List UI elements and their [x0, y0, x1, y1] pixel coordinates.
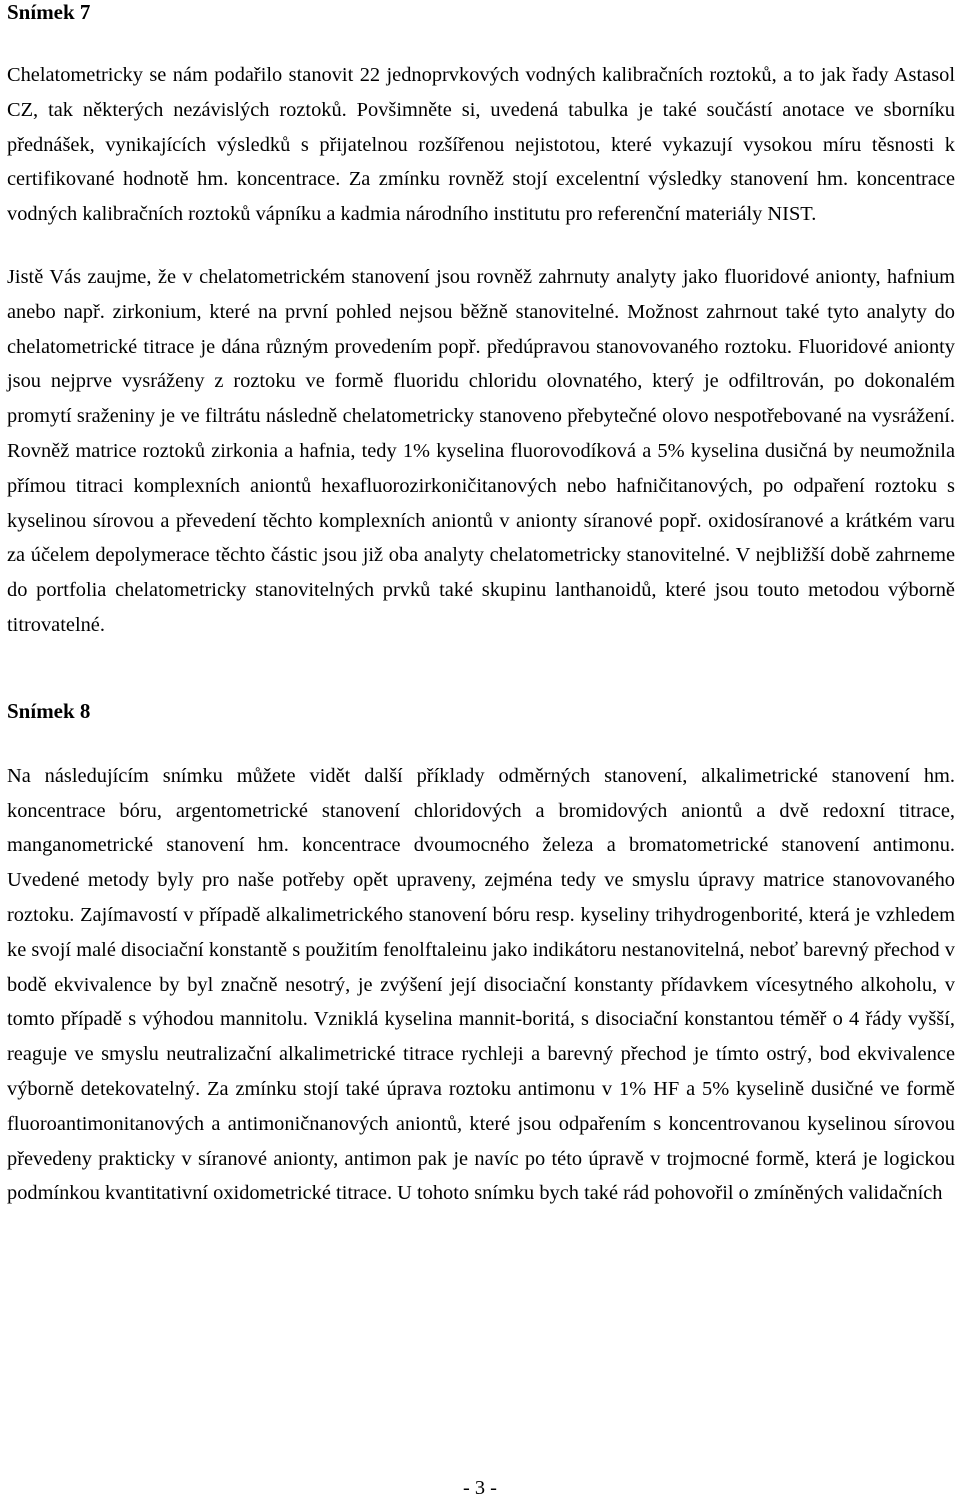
section-heading-snimek-8: Snímek 8 — [7, 698, 91, 723]
paragraph-snimek-8-1: Na následujícím snímku můžete vidět další příklady odměrných stanovení, alkalimetrické stanovení hm. koncentrace bóru, argentometrické stanovení chloridových a bromidových aniontů a dvě redoxní titrace, manganometrické stanovení hm. koncentrace dvoumocného železa a bromatometrické stanovení antimonu. Uvedené metody byly pro naše potřeby opět upraveny, zejména tedy ve smyslu úpravy matrice stanovovaného roztoku. Zajímavostí v případě alkalimetrického stanovení bóru resp. kyseliny trihydrogenborité, která je vzhledem ke svojí malé disociační konstantě s použitím fenolftaleinu jako indikátoru nestanovitelná, neboť barevný přechod v bodě ekvivalence by byl značně nesotrý, je zvýšení její disociační konstanty přídavkem vícesytného alkoholu, v tomto případě s výhodou mannitolu. Vzniklá kyselina mannit-boritá, s disociační konstantou téměř o 4 řády vyšší, reaguje ve smyslu neutralizační alkalimetrické titrace rychleji a barevný přechod je tímto ostrý, bod ekvivalence výborně detekovatelný. Za zmínku stojí také úprava roztoku antimonu v 1% HF a 5% kyselině dusičné ve formě fluoroantimonitanových a antimoničnanových aniontů, které jsou odpařením s koncentrovanou kyselinou sírovou převedeny prakticky v síranové anionty, antimon pak je navíc po této úpravě v trojmocné formě, která je logickou podmínkou kvantitativní oxidometrické titrace. U tohoto snímku bych také rád pohovořil o zmíněných validačních — [7, 764, 955, 1205]
section-heading-snimek-7: Snímek 7 — [7, 0, 91, 24]
page-number: - 3 - — [463, 1477, 497, 1499]
paragraph-snimek-7-2: Jistě Vás zaujme, že v chelatometrickém stanovení jsou rovněž zahrnuty analyty jako fluoridové anionty, hafnium anebo např. zirkonium, které na první pohled nejsou běžně stanovitelné. Možnost zahrnout také tyto analyty do chelatometrické titrace je dána různým provedením popř. předúpravou stanovovaného roztoku. Fluoridové anionty jsou nejprve vysráženy z roztoku ve formě fluoridu chloridu olovnatého, který je odfiltrován, po dokonalém promytí sraženiny je ve filtrátu následně chelatometricky stanoveno přebytečné olovo nespotřebované na vysrážení. Rovněž matrice roztoků zirkonia a hafnia, tedy 1% kyselina fluorovodíková a 5% kyselina dusičná by neumožnila přímou titraci komplexních aniontů hexafluorozirkoničitanových nebo hafničitanových, po odpaření roztoku s kyselinou sírovou a převedení těchto komplexních aniontů v anionty síranové popř. oxidosíranové a krátkém varu za účelem depolymerace těchto částic jsou již oba analyty chelatometricky stanovitelné. V nejbližší době zahrneme do portfolia chelatometricky stanovitelných prvků také skupinu lanthanoidů, které jsou touto metodou výborně titrovatelné. — [7, 265, 955, 636]
document-page — [7, 0, 955, 1211]
paragraph-snimek-7-1: Chelatometricky se nám podařilo stanovit 22 jednoprvkových vodných kalibračních roztoků, a to jak řady Astasol CZ, tak některých nezávislých roztoků. Povšimněte si, uvedená tabulka je také součástí anotace ve sborníku přednášek, vynikajících výsledků s přijatelnou rozšířenou nejistotou, které vykazují vysokou míru těsnosti k certifikované hodnotě hm. koncentrace. Za zmínku rovněž stojí excelentní výsledky stanovení hm. koncentrace vodných kalibračních roztoků vápníku a kadmia národního institutu pro referenční materiály NIST. — [7, 64, 955, 226]
